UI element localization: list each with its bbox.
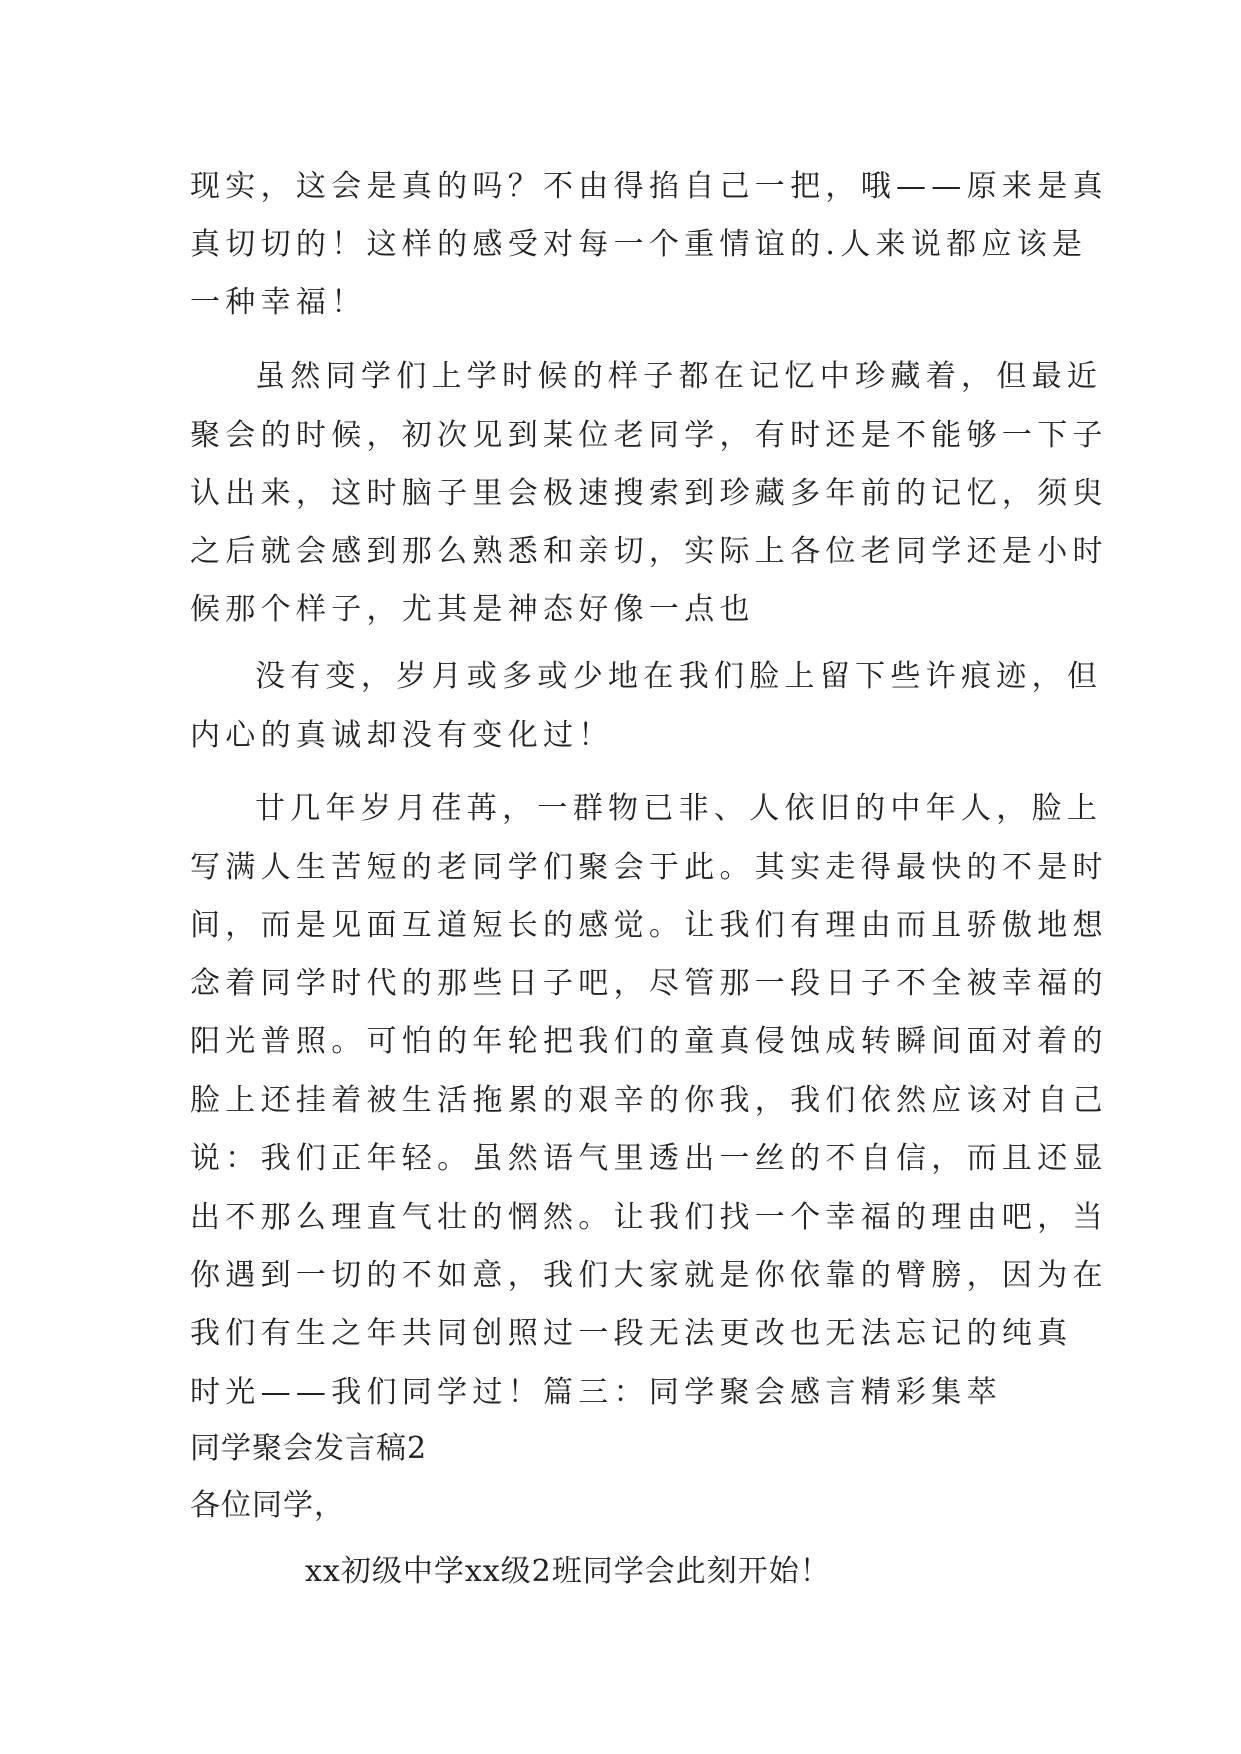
text-line: 真切切的！这样的感受对每一个重情谊的.人来说都应该是: [190, 227, 1088, 262]
text-line: 候那个样子，尤其是神态好像一点也: [190, 592, 755, 627]
section-heading: 同学聚会发言稿2: [190, 1431, 428, 1466]
text-line: 现实，这会是真的吗？不由得掐自己一把，哦——原来是真: [190, 169, 1108, 204]
text-line: 没有变，岁月或多或少地在我们脸上留下些许痕迹，但: [255, 659, 1103, 694]
text-line: 阳光普照。可怕的年轮把我们的童真侵蚀成转瞬间面对着的: [190, 1024, 1108, 1059]
text-line: 念着同学时代的那些日子吧，尽管那一段日子不全被幸福的: [190, 966, 1108, 1001]
opening-line: xx初级中学xx级2班同学会此刻开始！: [305, 1554, 831, 1589]
text-line: 聚会的时候，初次见到某位老同学，有时还是不能够一下子: [190, 418, 1108, 453]
text-line: 认出来，这时脑子里会极速搜索到珍藏多年前的记忆，须臾: [190, 476, 1108, 511]
text-line: 写满人生苦短的老同学们聚会于此。其实走得最快的不是时: [190, 850, 1108, 885]
text-line: 时光——我们同学过！篇三：同学聚会感言精彩集萃: [190, 1375, 1002, 1410]
text-line: 内心的真诚却没有变化过！: [190, 718, 614, 753]
salutation: 各位同学，: [190, 1488, 345, 1523]
text-line: 一种幸福！: [190, 285, 367, 320]
text-line: 你遇到一切的不如意，我们大家就是你依靠的臂膀，因为在: [190, 1258, 1108, 1293]
text-line: 虽然同学们上学时候的样子都在记忆中珍藏着，但最近: [255, 359, 1103, 394]
text-line: 间，而是见面互道短长的感觉。让我们有理由而且骄傲地想: [190, 908, 1108, 943]
text-line: 脸上还挂着被生活拖累的艰辛的你我，我们依然应该对自己: [190, 1083, 1108, 1118]
text-line: 之后就会感到那么熟悉和亲切，实际上各位老同学还是小时: [190, 534, 1108, 569]
text-line: 我们有生之年共同创照过一段无法更改也无法忘记的纯真: [190, 1316, 1073, 1351]
text-line: 说：我们正年轻。虽然语气里透出一丝的不自信，而且还显: [190, 1141, 1108, 1176]
text-line: 出不那么理直气壮的惘然。让我们找一个幸福的理由吧，当: [190, 1200, 1108, 1235]
text-line: 廿几年岁月荏苒，一群物已非、人依旧的中年人，脸上: [255, 791, 1103, 826]
